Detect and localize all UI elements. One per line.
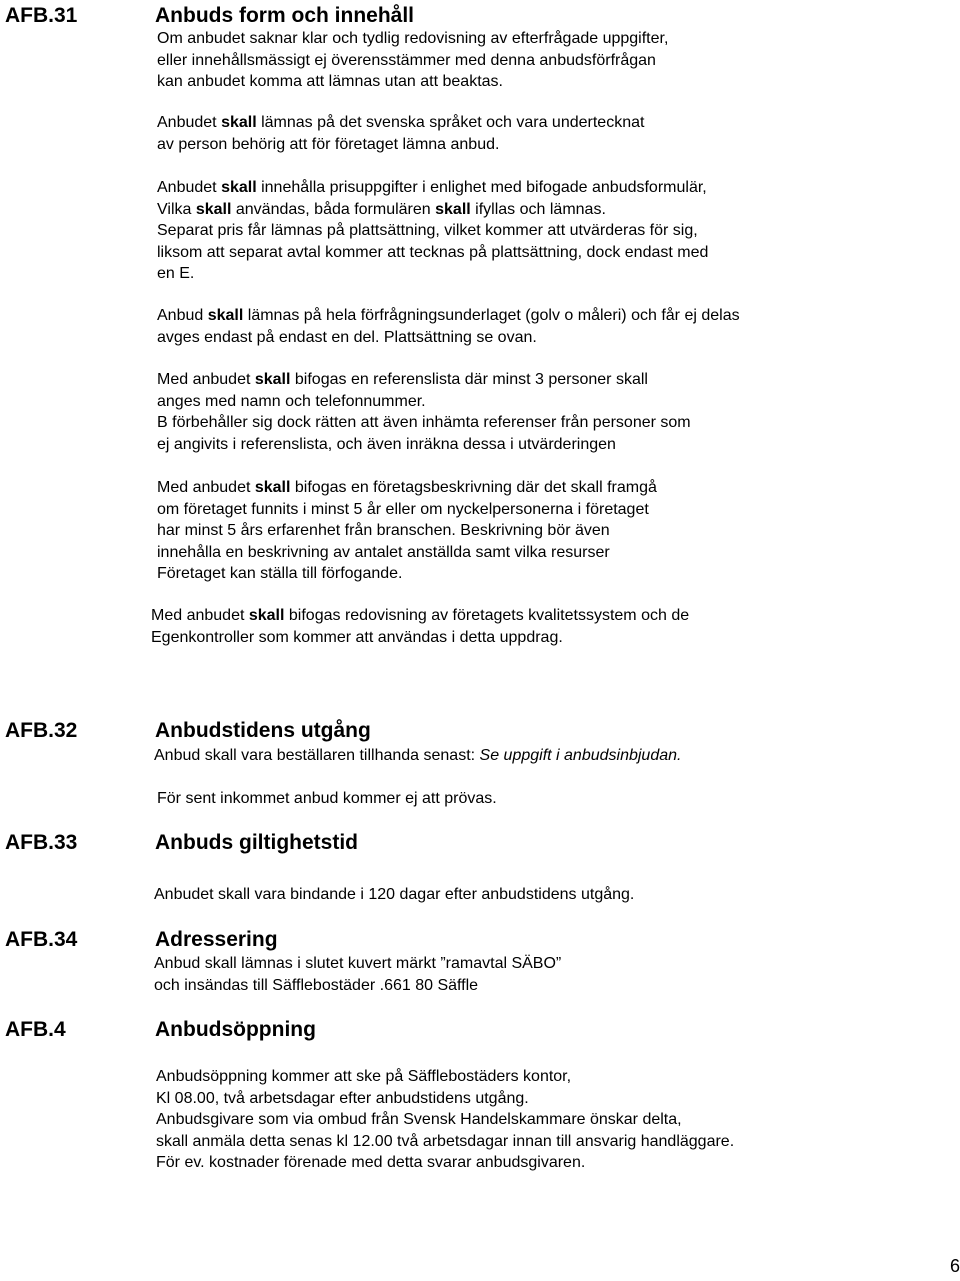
text-line [157, 369, 691, 391]
text-line [154, 953, 561, 975]
text-line [157, 477, 657, 499]
section-code-afb4: AFB.4 [5, 1018, 66, 1041]
text-line [156, 1152, 734, 1174]
text-run: innehålla prisuppgifter i enlighet med bifogade anbudsformulär, [256, 179, 707, 196]
text-run: B förbehåller sig dock rätten att även inhämta referenser från personer som [157, 414, 691, 431]
text-line [156, 1131, 734, 1153]
page-number: 6 [949, 1256, 960, 1276]
paragraph-afb33-1 [154, 884, 634, 906]
bold-text: skall [221, 179, 257, 196]
text-run: Med anbudet [151, 607, 249, 624]
bold-text: skall [254, 479, 291, 496]
text-run: lämnas på hela förfrågningsunderlaget (golv o måleri) och får ej delas [243, 307, 740, 324]
paragraph-afb31-4 [157, 305, 740, 348]
paragraph-afb32-2 [157, 788, 497, 810]
text-line [157, 327, 740, 349]
text-run: bifogas en företagsbeskrivning där det skall framgå [290, 479, 657, 496]
text-run: kan anbudet komma att lämnas utan att beaktas. [157, 73, 503, 90]
text-line [157, 134, 644, 156]
text-line [157, 542, 657, 564]
text-run: liksom att separat avtal kommer att tecknas på plattsättning, dock endast med [157, 243, 709, 261]
text-line [157, 50, 668, 72]
paragraph-afb31-3 [157, 177, 708, 285]
text-run: Anbud skall vara beställaren tillhanda senast: [154, 747, 480, 764]
section-code-afb34: AFB.34 [5, 928, 78, 951]
text-line [151, 627, 689, 649]
text-run: Anbudet [157, 179, 222, 196]
paragraph-afb31-7 [151, 605, 689, 648]
section-heading-afb31: Anbuds form och innehåll [155, 4, 415, 27]
text-run: innehålla en beskrivning av antalet anställda samt vilka resurser [157, 543, 610, 561]
text-line [157, 263, 708, 285]
text-run: Anbudsgivare som via ombud från Svensk Handelskammare önskar delta, [156, 1111, 682, 1128]
bold-text: skall [248, 607, 285, 624]
text-line [157, 434, 691, 456]
text-run: Anbudet [157, 114, 222, 131]
section-heading-afb34: Adressering [155, 928, 278, 951]
text-line [157, 220, 708, 242]
paragraph-afb31-6 [157, 477, 657, 585]
text-run: en E. [157, 265, 195, 282]
text-run: av person behörig att för företaget lämna anbud. [157, 135, 500, 153]
text-line [157, 412, 691, 434]
text-line [157, 499, 657, 521]
text-run: ifyllas och lämnas. [470, 200, 606, 218]
text-run: har minst 5 års erfarenhet från branschen. Beskrivning bör även [157, 522, 610, 539]
text-run: Vilka [157, 200, 196, 218]
text-line [154, 745, 681, 767]
paragraph-afb32-1 [154, 745, 681, 767]
text-line [157, 71, 668, 93]
text-run: Om anbudet saknar klar och tydlig redovisning av efterfrågade uppgifter, [157, 30, 669, 47]
text-line [151, 605, 689, 627]
text-run: lämnas på det svenska språket och vara undertecknat [256, 114, 645, 131]
text-line [154, 975, 561, 997]
text-line [157, 28, 668, 50]
text-run: Separat pris får lämnas på plattsättning, vilket kommer att utvärderas för sig, [157, 222, 698, 239]
text-run: Anbud [157, 307, 208, 324]
text-run: skall anmäla detta senas kl 12.00 två arbetsdagar innan till ansvarig handläggare. [156, 1132, 735, 1150]
text-run: anges med namn och telefonnummer. [157, 392, 426, 410]
text-line [157, 391, 691, 413]
text-run: Med anbudet [157, 371, 255, 388]
text-line [156, 1066, 734, 1088]
paragraph-afb31-2 [157, 112, 644, 155]
italic-text: Se uppgift i anbudsinbjudan. [479, 747, 682, 764]
bold-text: skall [221, 114, 257, 131]
text-line [154, 884, 634, 906]
text-run: Egenkontroller som kommer att användas i detta uppdrag. [151, 628, 563, 646]
section-heading-afb32: Anbudstidens utgång [155, 719, 371, 742]
text-line [157, 520, 657, 542]
text-run: bifogas redovisning av företagets kvalitetssystem och de [284, 607, 690, 624]
text-line [157, 788, 497, 810]
text-run: Företaget kan ställa till förfogande. [157, 565, 403, 582]
text-run: och insändas till Säfflebostäder .661 80 Säffle [154, 976, 479, 994]
paragraph-afb31-5 [157, 369, 691, 455]
paragraph-afb31-1 [157, 28, 668, 93]
text-run: Anbud skall lämnas i slutet kuvert märkt ”ramavtal SÄBO” [154, 955, 562, 972]
section-heading-afb4: Anbudsöppning [155, 1018, 316, 1041]
bold-text: skall [435, 200, 471, 218]
paragraph-afb4-1 [156, 1066, 734, 1174]
text-run: Med anbudet [157, 479, 255, 496]
bold-text: skall [254, 371, 291, 388]
text-line [157, 177, 708, 199]
text-line [157, 563, 657, 585]
text-run: ej angivits i referenslista, och även inräkna dessa i utvärderingen [157, 435, 616, 453]
text-run: För sent inkommet anbud kommer ej att prövas. [157, 790, 497, 807]
text-line [157, 112, 644, 134]
section-code-afb31: AFB.31 [5, 4, 78, 27]
text-line [157, 305, 740, 327]
text-line [156, 1088, 734, 1110]
section-code-afb32: AFB.32 [5, 719, 78, 742]
text-run: För ev. kostnader förenade med detta svarar anbudsgivaren. [156, 1154, 586, 1171]
text-run: Anbudsöppning kommer att ske på Säfflebostäders kontor, [156, 1068, 572, 1085]
bold-text: skall [207, 307, 244, 324]
text-run: om företaget funnits i minst 5 år eller om nyckelpersonerna i företaget [157, 500, 649, 518]
section-heading-afb33: Anbuds giltighetstid [155, 831, 358, 854]
paragraph-afb34-1 [154, 953, 561, 996]
text-line [157, 199, 708, 221]
text-run: Anbudet skall vara bindande i 120 dagar efter anbudstidens utgång. [154, 886, 635, 903]
text-run: bifogas en referenslista där minst 3 personer skall [290, 371, 648, 388]
bold-text: skall [195, 200, 232, 218]
section-code-afb33: AFB.33 [5, 831, 78, 854]
text-run: eller innehållsmässigt ej överensstämmer med denna anbudsförfrågan [157, 51, 656, 69]
text-run: avges endast på endast en del. Plattsättning se ovan. [157, 328, 537, 346]
text-run: användas, båda formulären [231, 200, 436, 218]
text-line [156, 1109, 734, 1131]
text-run: Kl 08.00, två arbetsdagar efter anbudstidens utgång. [156, 1089, 529, 1107]
text-line [157, 242, 708, 264]
